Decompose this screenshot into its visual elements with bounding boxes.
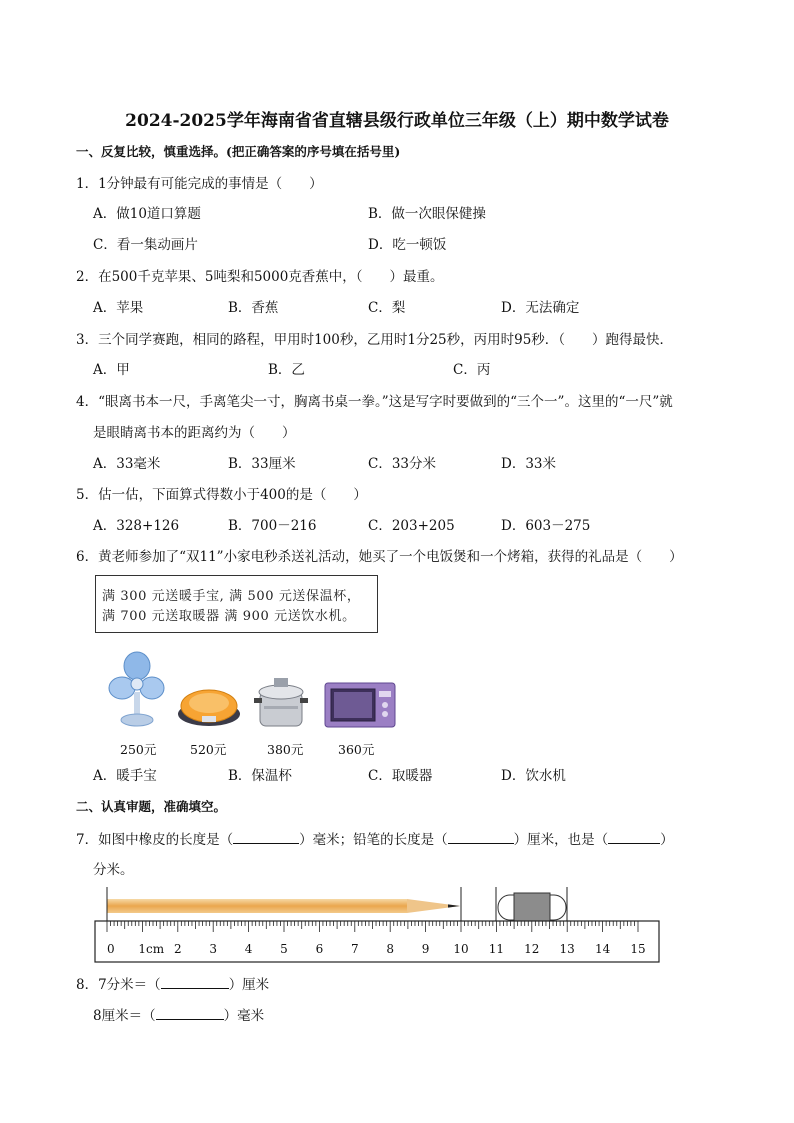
question-2-stem: 2．在500千克苹果、5吨梨和5000克香蕉中，（ ）最重。 bbox=[76, 269, 444, 285]
q2-option-d: D．无法确定 bbox=[501, 300, 580, 316]
q1-option-c: C．看一集动画片 bbox=[93, 237, 198, 253]
q6-option-a: A．暖手宝 bbox=[93, 768, 157, 784]
cooker-image bbox=[176, 684, 242, 730]
question-8-line2 bbox=[93, 1006, 264, 1025]
q1-option-a: A．做10道口算题 bbox=[93, 206, 201, 222]
q5-option-b: B．700－216 bbox=[228, 518, 317, 534]
q8-text-3: 8厘米＝（ bbox=[93, 1008, 156, 1024]
ruler-label: 2 bbox=[173, 942, 182, 956]
ruler-label: 5 bbox=[280, 942, 288, 956]
promo-box bbox=[95, 575, 378, 633]
answer-blank[interactable] bbox=[161, 975, 229, 989]
q4-option-c: C．33分米 bbox=[368, 456, 437, 472]
eraser-sleeve bbox=[514, 893, 550, 922]
promo-line-1: 满 300 元送暖手宝, 满 500 元送保温杯， bbox=[102, 589, 361, 604]
question-6-stem: 6．黄老师参加了“双11”小家电秒杀送礼活动，她买了一个电饭煲和一个烤箱，获得的礼品是（ ） bbox=[76, 549, 683, 565]
ruler-label: 7 bbox=[350, 942, 359, 956]
answer-blank[interactable] bbox=[608, 830, 660, 844]
q7-text-2: ）毫米；铅笔的长度是（ bbox=[299, 832, 448, 848]
pencil-lead bbox=[448, 904, 460, 907]
q6-option-b: B．保温杯 bbox=[228, 768, 292, 784]
ruler-label: 11 bbox=[488, 942, 505, 956]
question-1-stem: 1．1分钟最有可能完成的事情是（ ） bbox=[76, 176, 323, 192]
question-5-stem: 5．估一估，下面算式得数小于400的是（ ） bbox=[76, 487, 367, 503]
q3-option-c: C．丙 bbox=[453, 362, 491, 378]
q7-text-1: 7．如图中橡皮的长度是（ bbox=[76, 832, 234, 848]
question-3-stem: 3．三个同学赛跑，相同的路程，甲用时100秒，乙用时1分25秒，丙用时95秒．（ ）跑得最快． bbox=[76, 332, 674, 348]
q4-option-a: A．33毫米 bbox=[93, 456, 161, 472]
question-7-line2: 分米。 bbox=[93, 862, 134, 878]
ruler-label: 12 bbox=[524, 942, 540, 956]
q7-text-4: ） bbox=[660, 832, 674, 848]
section-1-heading: 一、反复比较，慎重选择。(把正确答案的序号填在括号里) bbox=[76, 144, 401, 159]
q5-option-c: C．203+205 bbox=[368, 518, 455, 534]
exam-title: 2024-2025学年海南省省直辖县级行政单位三年级（上）期中数学试卷 bbox=[125, 111, 669, 131]
q3-option-b: B．乙 bbox=[268, 362, 305, 378]
ruler-label: 4 bbox=[244, 942, 253, 956]
pot-image bbox=[252, 670, 310, 732]
ruler-label: 13 bbox=[559, 942, 575, 956]
pencil-body bbox=[107, 899, 407, 913]
microwave-image bbox=[323, 681, 397, 731]
q4-option-b: B．33厘米 bbox=[228, 456, 296, 472]
q2-option-b: B．香蕉 bbox=[228, 300, 279, 316]
q6-option-c: C．取暖器 bbox=[368, 768, 433, 784]
q8-text-2: ）厘米 bbox=[228, 977, 270, 993]
answer-blank[interactable] bbox=[156, 1006, 224, 1020]
ruler-label: 3 bbox=[209, 942, 218, 956]
ruler-label: 10 bbox=[453, 942, 469, 956]
ruler-label: 15 bbox=[630, 942, 646, 956]
q2-option-c: C．梨 bbox=[368, 300, 406, 316]
q1-option-b: B．做一次眼保健操 bbox=[368, 206, 486, 222]
question-4-stem-line2: 是眼睛离书本的距离约为（ ） bbox=[93, 425, 296, 441]
fan-image bbox=[108, 648, 166, 730]
ruler-label: 14 bbox=[594, 942, 611, 956]
ruler-label: 1cm bbox=[138, 942, 165, 956]
ruler-figure bbox=[94, 885, 662, 967]
q5-option-d: D．603－275 bbox=[501, 518, 591, 534]
answer-blank[interactable] bbox=[448, 830, 514, 844]
q5-option-a: A．328+126 bbox=[93, 518, 180, 534]
section-2-heading: 二、认真审题，准确填空。 bbox=[76, 799, 227, 814]
ruler-label: 8 bbox=[386, 942, 395, 956]
price-label: 380元 bbox=[267, 742, 304, 757]
ruler-label: 6 bbox=[315, 942, 324, 956]
price-label: 520元 bbox=[190, 742, 227, 757]
question-7-stem bbox=[76, 830, 674, 849]
q3-option-a: A．甲 bbox=[93, 362, 130, 378]
question-8-line1 bbox=[76, 975, 269, 994]
q2-option-a: A．苹果 bbox=[93, 300, 144, 316]
q7-text-3: ）厘米，也是（ bbox=[513, 832, 609, 848]
price-label: 250元 bbox=[120, 742, 157, 757]
q6-option-d: D．饮水机 bbox=[501, 768, 566, 784]
price-label: 360元 bbox=[338, 742, 375, 757]
q8-text-4: ）毫米 bbox=[223, 1008, 265, 1024]
q8-text-1: 8．7分米＝（ bbox=[76, 977, 161, 993]
promo-line-2: 满 700 元送取暖器 满 900 元送饮水机。 bbox=[102, 609, 356, 624]
answer-blank[interactable] bbox=[233, 830, 299, 844]
question-4-stem-line1: 4．“眼离书本一尺，手离笔尖一寸，胸离书桌一拳。”这是写字时要做到的“三个一”。这里的“一尺”就 bbox=[76, 394, 673, 410]
ruler-label: 9 bbox=[421, 942, 430, 956]
ruler-label: 0 bbox=[107, 942, 115, 956]
q1-option-d: D．吃一顿饭 bbox=[368, 237, 447, 253]
q4-option-d: D．33米 bbox=[501, 456, 557, 472]
